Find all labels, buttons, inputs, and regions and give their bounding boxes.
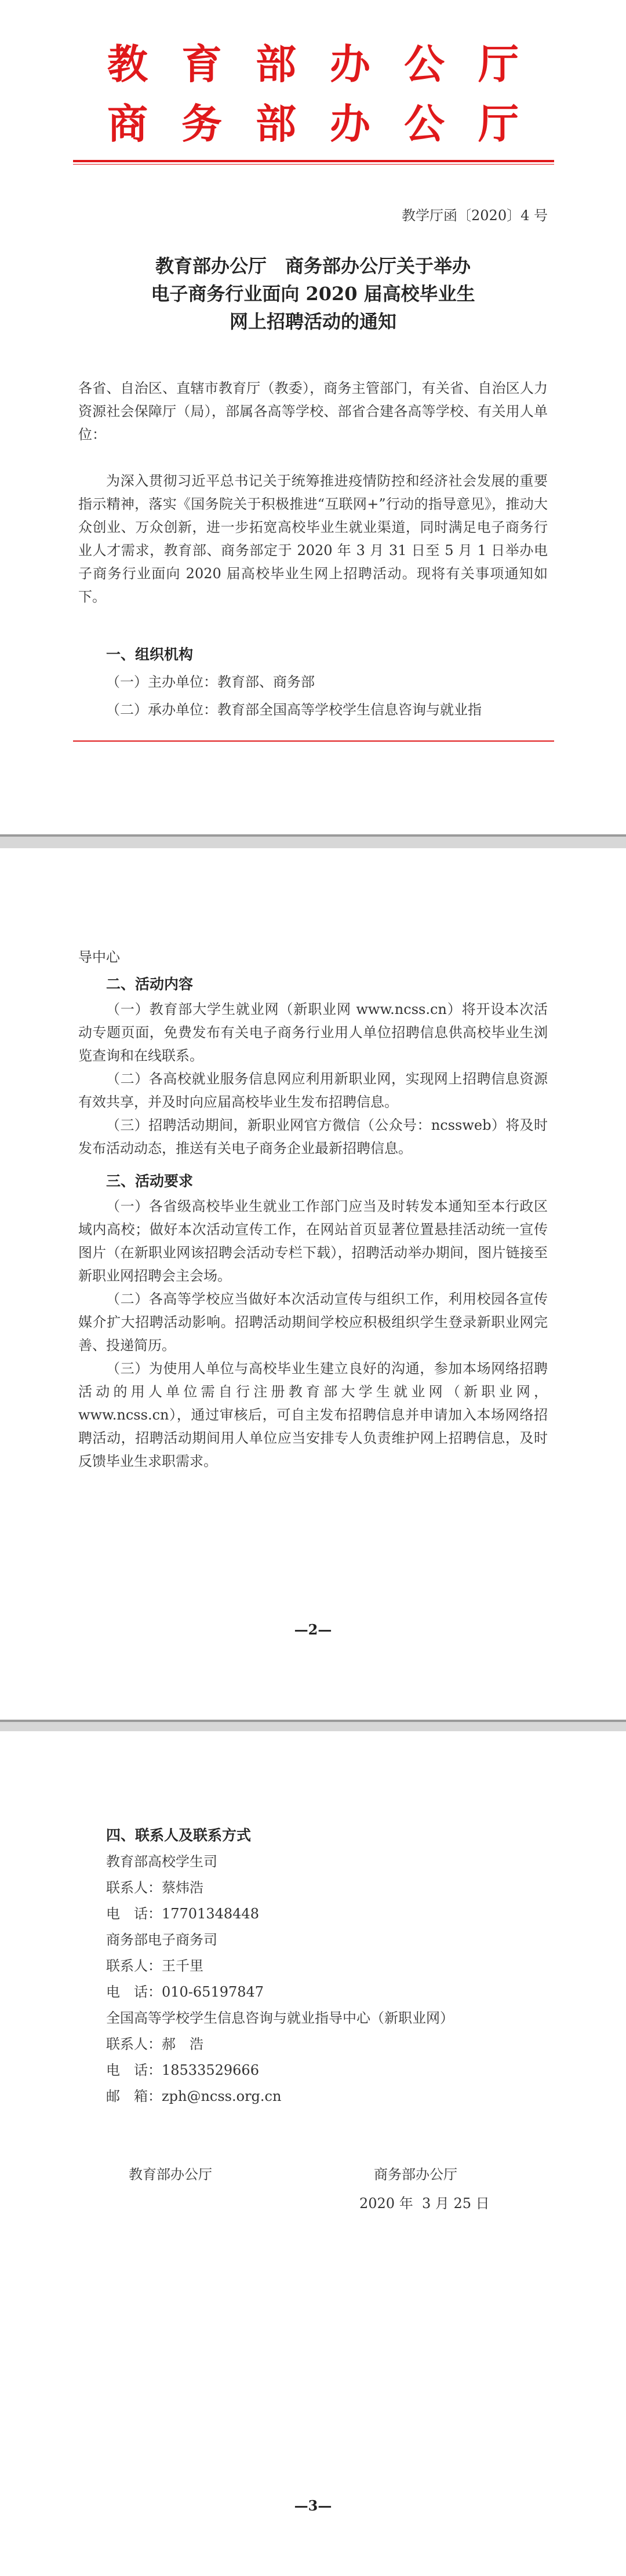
section-1-heading: 一、组织机构: [106, 646, 194, 663]
red-rule-thin: [73, 164, 554, 165]
red-rule-thick: [73, 160, 554, 162]
contact-line: 电 话：18533529666: [106, 2062, 259, 2078]
document-number: 教学厅函〔2020〕4 号: [402, 207, 548, 224]
section-1-organizer-cont: 导中心: [78, 949, 120, 965]
section-1-host: （一）主办单位：教育部、商务部: [106, 674, 315, 690]
contact-line: 联系人：蔡炜浩: [106, 1880, 203, 1896]
section-2-item-3: （三）招聘活动期间，新职业网官方微信（公众号：ncssweb）将及时发布活动动态，推送有关电子商务企业最新招聘信息。: [78, 1117, 548, 1156]
addressee: 各省、自治区、直辖市教育厅（教委），商务主管部门，有关省、自治区人力资源社会保障厅（局），部属各高等学校、部省合建各高等学校、有关用人单位：: [78, 380, 548, 443]
issuer-line-1: 教育部办公厅: [107, 40, 552, 88]
issuer-line-2: 商务部办公厅: [107, 100, 552, 148]
title-line-3: 网上招聘活动的通知: [229, 311, 396, 333]
page-number-2: —2—: [294, 1621, 332, 1638]
contact-line: 电 话：010-65197847: [106, 1984, 264, 2000]
page-2: [0, 848, 626, 1720]
contact-line: 电 话：17701348448: [106, 1906, 259, 1922]
section-3-item-2: （二）各高等学校应当做好本次活动宣传与组织工作，利用校园各宣传媒介扩大招聘活动影响。招聘活动期间学校应积极组织学生登录新职业网完善、投递简历。: [78, 1291, 548, 1353]
intro-paragraph: 为深入贯彻习近平总书记关于统筹推进疫情防控和经济社会发展的重要指示精神，落实《国务院关于积极推进“互联网+”行动的指导意见》，推动大众创业、万众创新，进一步拓宽高校毕业生就业渠道，同时满足电子商务行业人才需求，教育部、商务部定于 2020 年 3 月 31 日至 5 月 1 日举办电子商务行业面向 2020 届高校毕业生网上招聘活动。现将有关事项通知如下。: [78, 473, 548, 605]
contact-line: 教育部高校学生司: [106, 1853, 217, 1870]
signature-date: 2020 年 3 月 25 日: [359, 2195, 490, 2212]
page-separator-line-2: [0, 1720, 626, 1722]
title-line-2: 电子商务行业面向 2020 届高校毕业生: [151, 283, 475, 305]
contact-line: 联系人：王千里: [106, 1958, 203, 1974]
contact-line: 联系人：郝 浩: [106, 2036, 203, 2052]
section-2-item-1: （一）教育部大学生就业网（新职业网 www.ncss.cn）将开设本次活动专题页面，免费发布有关电子商务行业用人单位招聘信息供高校毕业生浏览查询和在线联系。: [78, 1001, 548, 1064]
page-number-3: —3—: [294, 2497, 332, 2514]
section-3-item-1: （一）各省级高校毕业生就业工作部门应当及时转发本通知至本行政区域内高校；做好本次活动宣传工作，在网站首页显著位置悬挂活动统一宣传图片（在新职业网该招聘会活动专栏下载），招聘活动举办期间，图片链接至新职业网招聘会主会场。: [78, 1198, 548, 1284]
section-3-heading: 三、活动要求: [106, 1173, 194, 1190]
section-4-heading: 四、联系人及联系方式: [106, 1827, 252, 1844]
contact-line: 商务部电子商务司: [106, 1932, 217, 1948]
contact-line: 邮 箱：zph@ncss.org.cn: [106, 2088, 282, 2104]
title-line-1: 教育部办公厅 商务部办公厅关于举办: [155, 255, 471, 277]
page-separator-2: [0, 1721, 626, 1731]
page-3: [0, 1731, 626, 2576]
section-1-organizer: （二）承办单位：教育部全国高等学校学生信息咨询与就业指: [106, 702, 482, 718]
section-2-item-2: （二）各高校就业服务信息网应利用新职业网，实现网上招聘信息资源有效共享，并及时向应届高校毕业生发布招聘信息。: [78, 1071, 548, 1110]
section-2-heading: 二、活动内容: [106, 976, 194, 993]
page-separator-line-1: [0, 834, 626, 837]
signature-org-2: 商务部办公厅: [374, 2166, 457, 2183]
section-3-item-3: （三）为使用人单位与高校毕业生建立良好的沟通，参加本场网络招聘活动的用人单位需自行注册教育部大学生就业网（新职业网，www.ncss.cn），通过审核后，可自主发布招聘信息并申请加入本场网络招聘活动，招聘活动期间用人单位应当安排专人负责维护网上招聘信息，及时反馈毕业生求职需求。: [78, 1360, 548, 1469]
signature-org-1: 教育部办公厅: [129, 2166, 212, 2183]
contact-line: 全国高等学校学生信息咨询与就业指导中心（新职业网）: [106, 2010, 454, 2026]
page-separator-1: [0, 837, 626, 848]
red-rule-bottom: [73, 740, 554, 742]
page-1: [0, 0, 626, 834]
